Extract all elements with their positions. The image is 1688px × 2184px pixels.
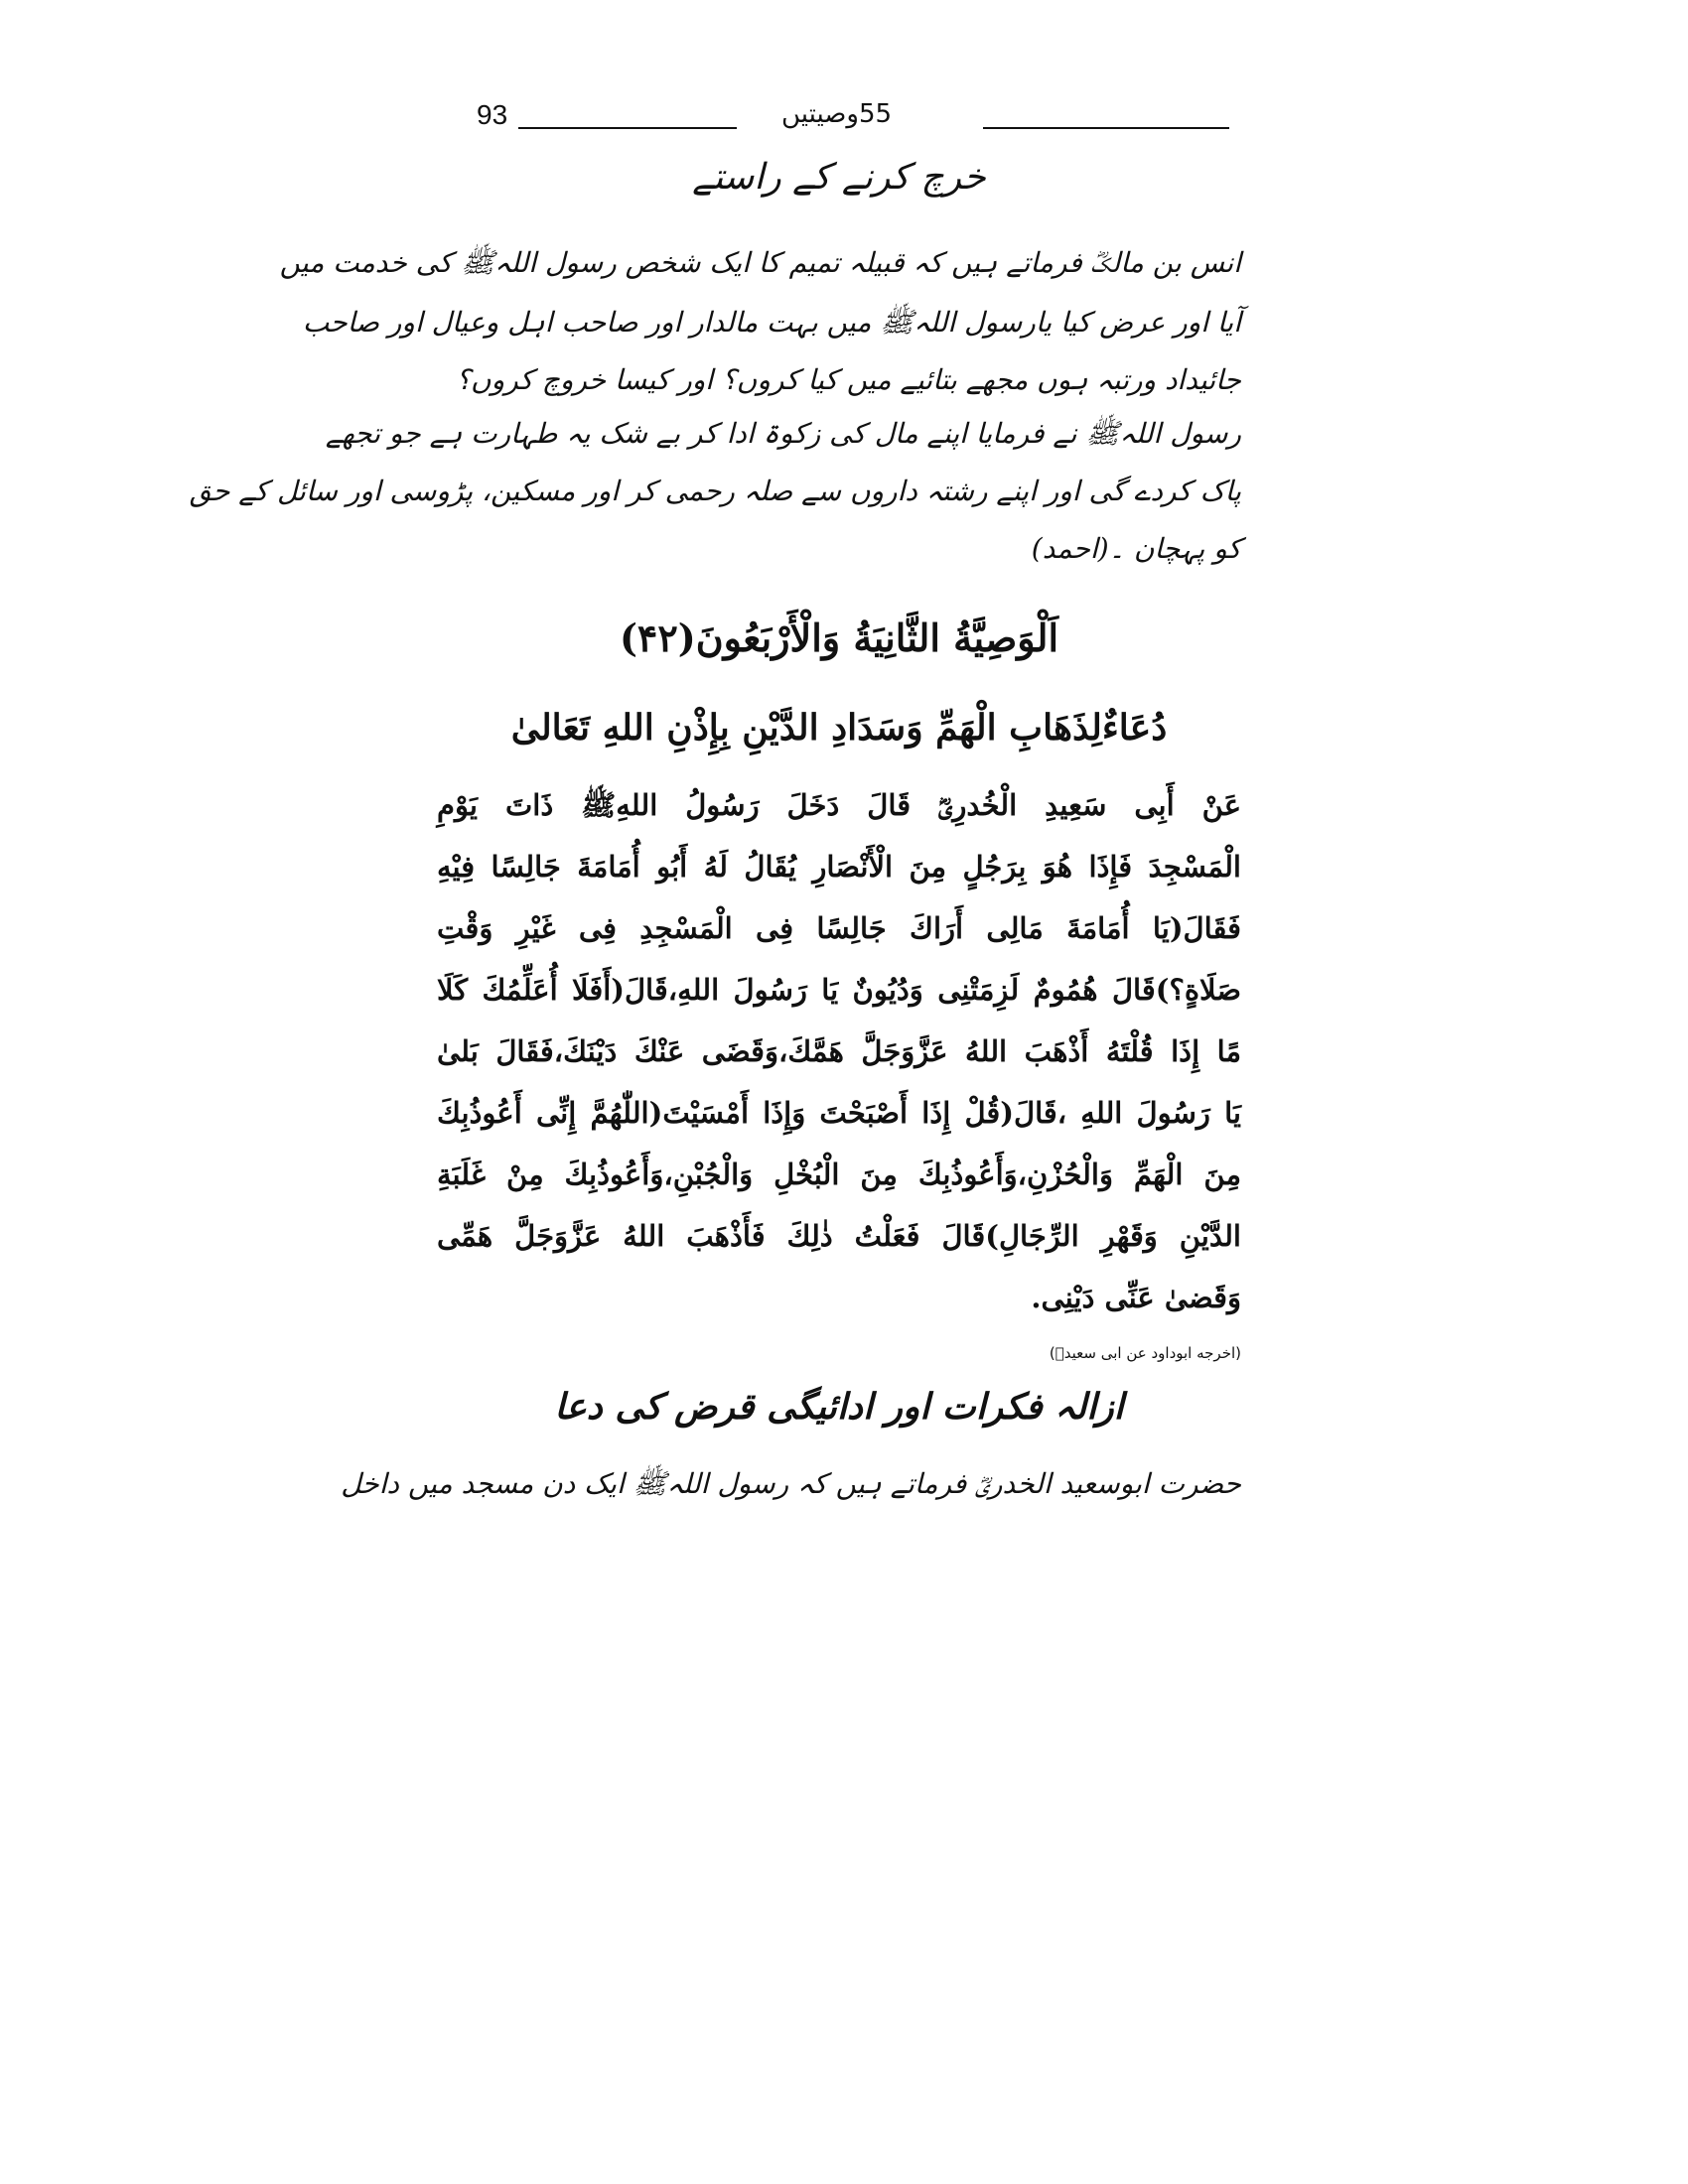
paragraph-line: رسول اللہﷺ نے فرمایا اپنے مال کی زکوۃ ادا کر بے شک یہ طہارت ہے جو تجھے bbox=[325, 417, 1241, 450]
header-rule-left bbox=[518, 127, 737, 129]
section-heading-expenditure: خرچ کرنے کے راستے bbox=[692, 157, 986, 198]
paragraph-line: جائیداد ورتبہ ہوں مجھے بتائیے میں کیا کروں؟ اور کیسا خروچ کروں؟ bbox=[456, 363, 1241, 396]
paragraph-line: کو پہچان ۔(احمد) bbox=[1031, 532, 1241, 565]
dua-heading: دُعَاءٌلِذَهَابِ الْهَمِّ وَسَدَادِ الدَّيْنِ بِإِذْنِ اللهِ تَعَالىٰ bbox=[510, 707, 1168, 749]
hadith-line: وَقَضىٰ عَنِّى دَيْنِى. bbox=[1031, 1281, 1241, 1314]
book-title: 55وصیتیں bbox=[780, 99, 893, 129]
running-header bbox=[447, 99, 1231, 139]
hadith-line: فَقَالَ(يَا أُمَامَةَ مَالِى أَرَاكَ جَالِسًا فِى الْمَسْجِدِ فِى غَيْرِ وَقْتِ bbox=[437, 911, 1241, 945]
paragraph-line: انس بن مالکؓ فرماتے ہیں کہ قبیلہ تمیم کا ایک شخص رسول اللہﷺ کی خدمت میں bbox=[279, 246, 1241, 279]
hadith-citation: (اخرجه ابوداود عن ابی سعیدؓ) bbox=[1049, 1344, 1241, 1362]
page-number: 93 bbox=[477, 99, 508, 130]
hadith-line: مًا إِذَا قُلْتَهُ أَذْهَبَ اللهُ عَزَّوَجَلَّ هَمَّكَ،وَقَضَى عَنْكَ دَيْنَكَ،فَقَالَ بَلىٰ bbox=[437, 1034, 1241, 1068]
hadith-line: عَنْ أَبِى سَعِيدِ الْخُدرِىؓ قَالَ دَخَلَ رَسُولُ اللهِﷺ ذَاتَ يَوْمِ bbox=[437, 788, 1241, 822]
hadith-line: يَا رَسُولَ اللهِ ،قَالَ(قُلْ إِذَا أَصْبَحْتَ وَإِذَا أَمْسَيْتَ(اللّٰهُمَّ إِنِّى أَعُوذُبِكَ bbox=[437, 1096, 1241, 1130]
paragraph-line: آیا اور عرض کیا یارسول اللہﷺ میں بہت مالدار اور صاحب اہل وعیال اور صاحب bbox=[302, 306, 1241, 339]
hadith-line: الْمَسْجِدَ فَإِذَا هُوَ بِرَجُلٍ مِنَ الْأَنْصَارِ يُقَالُ لَهُ أَبُو أُمَامَةَ جَالِسًا فِيْهِ bbox=[437, 850, 1241, 884]
paragraph-line: پاک کردے گی اور اپنے رشتہ داروں سے صلہ رحمی کر اور مسکین، پڑوسی اور سائل کے حق bbox=[189, 475, 1241, 507]
hadith-line: صَلَاةٍ؟)قَالَ هُمُومٌ لَزِمَتْنِى وَدُيُونٌ يَا رَسُولَ اللهِ،قَالَ(أَفَلَا أُعَلِّمُكَ كَلَا bbox=[437, 973, 1241, 1007]
paragraph-line: حضرت ابوسعید الخدریؓ فرماتے ہیں کہ رسول اللہﷺ ایک دن مسجد میں داخل bbox=[341, 1467, 1241, 1500]
header-rule-right bbox=[983, 127, 1229, 129]
wasiyyah-heading: اَلْوَصِيَّةُ الثَّانِيَةُ وَالْأَرْبَعُونَ(۴۲) bbox=[619, 615, 1059, 660]
hadith-line: الدَّيْنِ وَقَهْرِ الرِّجَالِ)قَالَ فَعَلْتُ ذٰلِكَ فَأَذْهَبَ اللهُ عَزَّوَجَلَّ هَمِّى bbox=[437, 1219, 1241, 1253]
section-heading-dua: ازالہ فکرات اور ادائیگی قرض کی دعا bbox=[554, 1386, 1124, 1428]
hadith-line: مِنَ الْهَمِّ وَالْحُزْنِ،وَأَعُوذُبِكَ مِنَ الْبُخْلِ وَالْجُبْنِ،وَأَعُوذُبِكَ مِنْ غَلَبَةِ bbox=[437, 1158, 1241, 1191]
